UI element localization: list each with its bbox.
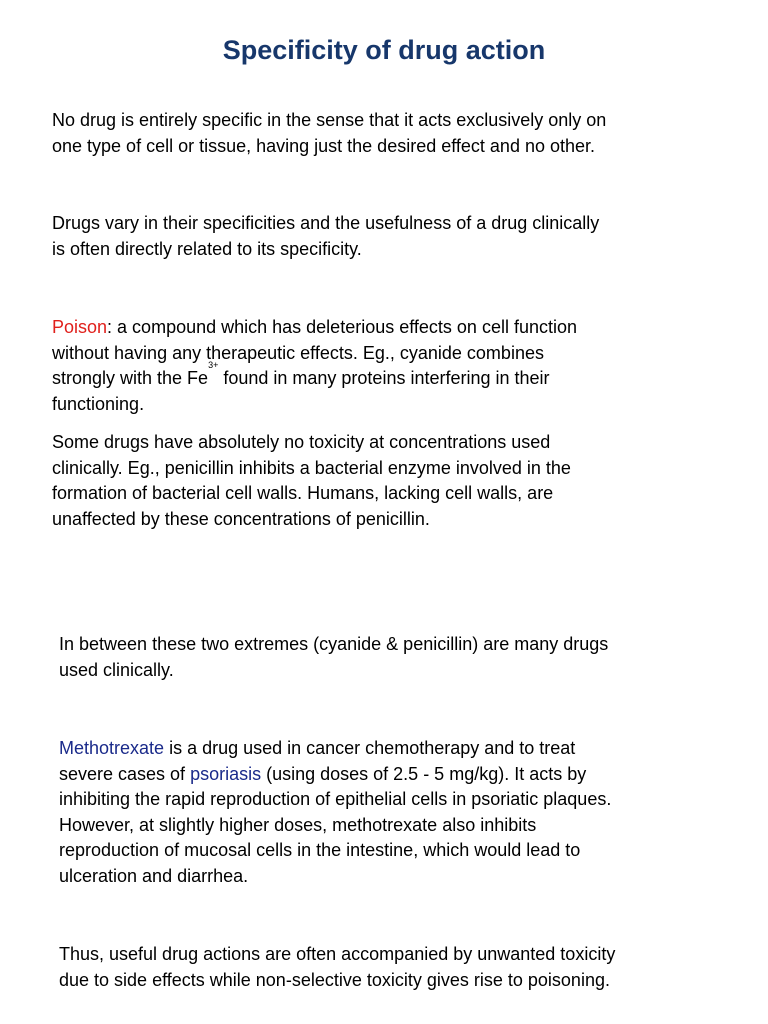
- text-line: formation of bacterial cell walls. Humans, lacking cell walls, are: [52, 483, 554, 504]
- text-fragment: severe cases of: [59, 763, 191, 784]
- text-fragment: (using doses of 2.5 - 5 mg/kg). It acts by: [261, 763, 587, 784]
- text-line: used clinically.: [59, 659, 174, 680]
- psoriasis-term: psoriasis: [190, 763, 262, 784]
- text-line: In between these two extremes (cyanide & penicillin) are many drugs: [59, 634, 609, 654]
- paragraph-conclusion: [59, 942, 615, 993]
- paragraph-methotrexate: [59, 736, 611, 890]
- text-line: [59, 736, 611, 762]
- text-line: [52, 315, 577, 341]
- paragraph-poison-definition: [52, 315, 577, 417]
- text-line: inhibiting the rapid reproduction of epithelial cells in psoriatic plaques.: [59, 789, 612, 810]
- text-line: clinically. Eg., penicillin inhibits a bacterial enzyme involved in the: [52, 457, 571, 478]
- paragraph-penicillin-example: [52, 430, 571, 532]
- page-title: Specificity of drug action: [222, 35, 546, 65]
- text-fragment: is a drug used in cancer chemotherapy and to treat: [164, 738, 576, 758]
- text-line: due to side effects while non-selective toxicity gives rise to poisoning.: [59, 969, 610, 990]
- paragraph-specificity-intro: [52, 108, 606, 159]
- text-fragment: found in many proteins interfering in their: [218, 368, 550, 389]
- text-line: is often directly related to its specificity.: [52, 238, 362, 259]
- text-fragment: : a compound which has deleterious effects on cell function: [107, 317, 577, 337]
- paragraph-between-extremes: [59, 632, 608, 683]
- text-line: ulceration and diarrhea.: [59, 865, 249, 886]
- text-line: [59, 762, 611, 788]
- text-line: [52, 360, 577, 392]
- paragraph-specificity-variation: [52, 211, 599, 262]
- text-line: without having any therapeutic effects. Eg., cyanide combines: [52, 342, 544, 363]
- text-line: Drugs vary in their specificities and the usefulness of a drug clinically: [52, 213, 600, 233]
- methotrexate-term: Methotrexate: [59, 738, 165, 758]
- text-line: one type of cell or tissue, having just the desired effect and no other.: [52, 135, 596, 156]
- text-line: reproduction of mucosal cells in the intestine, which would lead to: [59, 840, 581, 861]
- charge-superscript: 3+: [208, 360, 219, 371]
- text-fragment: strongly with the Fe: [52, 368, 209, 389]
- text-line: unaffected by these concentrations of penicillin.: [52, 508, 430, 529]
- text-line: However, at slightly higher doses, methotrexate also inhibits: [59, 814, 537, 835]
- poison-term: Poison: [52, 317, 108, 337]
- text-line: functioning.: [52, 393, 145, 414]
- text-line: Thus, useful drug actions are often accompanied by unwanted toxicity: [59, 944, 616, 964]
- text-line: Some drugs have absolutely no toxicity at concentrations used: [52, 432, 551, 452]
- text-line: No drug is entirely specific in the sense that it acts exclusively only on: [52, 110, 607, 130]
